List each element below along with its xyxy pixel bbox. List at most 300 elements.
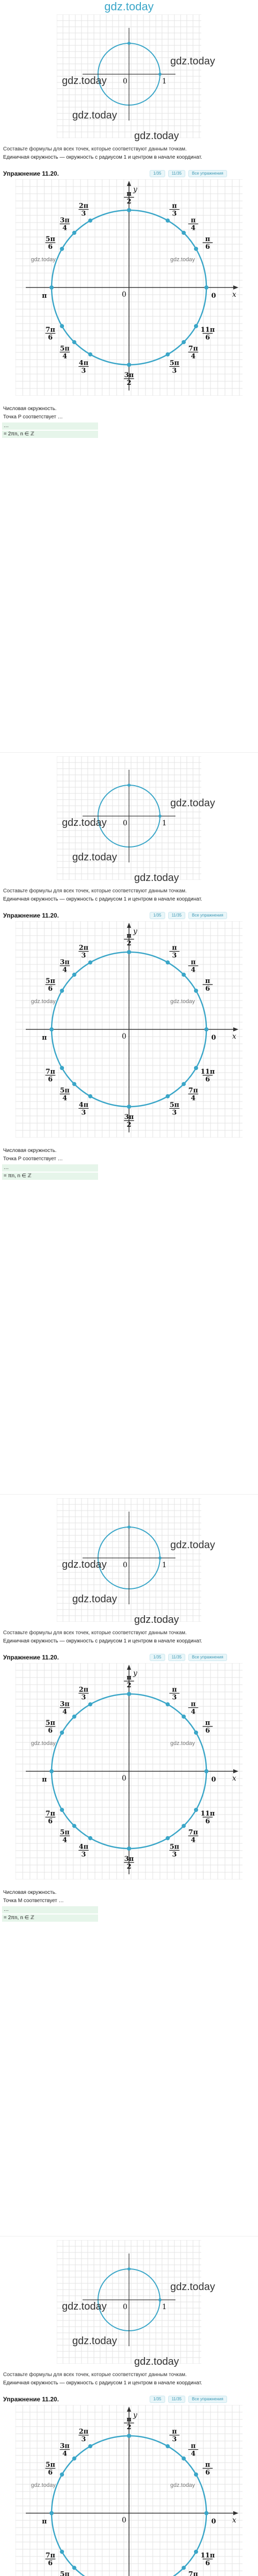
task-text: Составьте формулы для всех точек, которые соответствуют данным точкам. xyxy=(3,2372,187,2378)
angle-label xyxy=(124,1855,134,1871)
watermark: gdz.today xyxy=(62,1559,107,1570)
point-marker xyxy=(127,2267,131,2270)
angle-label-denominator: 3 xyxy=(172,1109,177,1117)
angle-label-numerator: π xyxy=(205,2461,211,2469)
angle-label xyxy=(45,977,56,993)
angle-point xyxy=(50,1769,54,1773)
watermark: gdz.today xyxy=(170,56,215,67)
task-text: Составьте формулы для всех точек, которые соответствуют данным точкам. xyxy=(3,146,187,152)
angle-label-denominator: 6 xyxy=(205,243,210,251)
angle-label xyxy=(78,1101,89,1116)
angle-point xyxy=(127,1105,131,1109)
angle-label xyxy=(201,1068,215,1083)
angle-label xyxy=(203,2461,213,2477)
origin-label: 0 xyxy=(122,291,126,299)
origin-label: 0 xyxy=(122,1032,126,1041)
site-header xyxy=(0,0,258,13)
task-text: Составьте формулы для всех точек, которые соответствуют данным точкам. xyxy=(3,1630,187,1636)
angle-label-denominator: 2 xyxy=(126,198,132,206)
x-axis-label: x xyxy=(232,1032,236,1041)
angle-point xyxy=(72,1715,76,1719)
page-badge[interactable]: 11/35 xyxy=(168,2396,185,2403)
angle-label xyxy=(60,345,70,360)
angle-label-denominator: 3 xyxy=(172,952,177,960)
angle-label xyxy=(45,1719,56,1735)
angle-label xyxy=(45,326,56,342)
labeled-circle-figure xyxy=(15,1663,243,1879)
angle-label-denominator: 3 xyxy=(81,952,86,960)
angle-label-numerator: 5π xyxy=(60,2570,70,2576)
angle-label-numerator: 3π xyxy=(124,1855,134,1863)
labeled-circle-figure xyxy=(15,921,243,1138)
angle-label-denominator: 3 xyxy=(172,367,177,375)
angle-label xyxy=(124,1674,134,1689)
watermark: gdz.today xyxy=(72,2335,117,2347)
angle-label-numerator: π xyxy=(172,2428,177,2436)
y-axis-label: y xyxy=(133,2411,137,2419)
task-text: Составьте формулы для всех точек, которые соответствуют данным точкам. xyxy=(3,888,187,894)
angle-point xyxy=(127,1846,131,1851)
watermark: gdz.today xyxy=(170,2482,195,2488)
angle-label-numerator: 5π xyxy=(45,2461,55,2469)
answer-text: Числовая окружность. xyxy=(3,1890,57,1895)
point-marker xyxy=(127,784,131,787)
angle-point xyxy=(166,2444,170,2448)
watermark: gdz.today xyxy=(134,1614,179,1625)
angle-label-denominator: 2 xyxy=(126,1863,132,1871)
angle-label xyxy=(45,2461,56,2477)
angle-point xyxy=(182,231,186,235)
angle-point xyxy=(60,247,64,251)
angle-label-denominator: 4 xyxy=(190,1836,196,1844)
watermark: gdz.today xyxy=(72,1594,117,1605)
angle-label xyxy=(60,2570,70,2576)
x-axis-arrow-icon xyxy=(233,1769,238,1773)
y-axis-arrow-icon xyxy=(127,1665,131,1670)
angle-point xyxy=(60,1066,64,1070)
angle-label-denominator: 4 xyxy=(62,1708,68,1716)
angle-point xyxy=(88,1836,92,1840)
angle-label-denominator: 6 xyxy=(205,1727,210,1735)
angle-label-numerator: π xyxy=(42,292,47,300)
angle-label-denominator: 3 xyxy=(81,1693,86,1702)
angle-label xyxy=(203,977,213,993)
unit-circle-definition: Единичная окружность — окружность с радиусом 1 и центром в начале координат. xyxy=(3,2380,202,2386)
answer-formula: … xyxy=(2,1906,98,1913)
angle-label-numerator: 0 xyxy=(211,292,216,300)
angle-point xyxy=(194,1066,198,1070)
angle-point xyxy=(60,324,64,328)
one-label: 1 xyxy=(162,819,167,827)
angle-label-numerator: 7π xyxy=(45,2552,55,2560)
watermark: gdz.today xyxy=(134,130,179,142)
watermark: gdz.today xyxy=(170,257,195,263)
watermark: gdz.today xyxy=(134,2356,179,2367)
angle-point xyxy=(194,989,198,993)
angle-label-denominator: 6 xyxy=(205,2560,210,2567)
angle-point xyxy=(182,973,186,977)
angle-label-numerator: 7π xyxy=(188,1828,198,1837)
exercise-section xyxy=(0,14,258,756)
angle-label-denominator: 4 xyxy=(62,1094,68,1103)
angle-point xyxy=(72,973,76,977)
angle-point xyxy=(204,1027,208,1031)
angle-label-denominator: 3 xyxy=(81,1109,86,1117)
angle-label xyxy=(45,235,56,251)
watermark: gdz.today xyxy=(62,2301,107,2312)
pagination-badges xyxy=(150,2396,227,2403)
watermark: gdz.today xyxy=(31,2482,56,2488)
angle-point xyxy=(72,2566,76,2570)
angle-label-denominator: 3 xyxy=(81,367,86,375)
angle-label xyxy=(211,2518,216,2526)
point-marker xyxy=(127,42,131,45)
angle-label-denominator: 6 xyxy=(48,1727,53,1735)
angle-label xyxy=(60,1087,70,1102)
angle-label-numerator: π xyxy=(126,2416,132,2424)
point-marker xyxy=(158,73,162,76)
angle-label-denominator: 3 xyxy=(172,1851,177,1859)
angle-point xyxy=(72,231,76,235)
page-badge[interactable]: 1/35 xyxy=(150,2396,165,2403)
angle-point xyxy=(127,208,131,212)
all-exercises-link[interactable]: Все упражнения xyxy=(188,2396,227,2403)
angle-point xyxy=(204,1769,208,1773)
y-axis-arrow-icon xyxy=(127,181,131,186)
x-axis-label: x xyxy=(232,1774,236,1783)
exercise-section xyxy=(0,2240,258,2576)
angle-label-denominator: 6 xyxy=(205,334,210,342)
angle-label xyxy=(188,2570,199,2576)
angle-label-numerator: 7π xyxy=(45,326,55,334)
angle-label-denominator: 4 xyxy=(62,352,68,361)
page-badge[interactable]: 1/35 xyxy=(150,912,165,919)
labeled-circle-figure xyxy=(15,179,243,396)
angle-label-denominator: 4 xyxy=(190,2450,196,2458)
angle-label-denominator: 2 xyxy=(126,379,132,387)
angle-label-numerator: 3π xyxy=(60,216,70,225)
angle-label-denominator: 4 xyxy=(190,1708,196,1716)
angle-label xyxy=(45,1068,56,1083)
angle-point xyxy=(182,2566,186,2570)
angle-label xyxy=(203,235,213,251)
angle-label xyxy=(201,1810,215,1825)
angle-label-denominator: 4 xyxy=(190,1094,196,1103)
watermark: gdz.today xyxy=(170,798,215,809)
angle-point xyxy=(194,1731,198,1735)
exercise-title: Упражнение 11.20. xyxy=(3,912,59,919)
angle-point xyxy=(204,285,208,290)
angle-point xyxy=(166,352,170,357)
angle-label-denominator: 6 xyxy=(48,2469,53,2477)
angle-point xyxy=(166,218,170,223)
page-badge[interactable]: 1/35 xyxy=(150,170,165,177)
x-axis-arrow-icon xyxy=(233,285,238,290)
angle-point xyxy=(194,2550,198,2554)
watermark: gdz.today xyxy=(170,1539,215,1551)
angle-label xyxy=(188,1828,199,1844)
angle-label xyxy=(169,1101,180,1116)
watermark: gdz.today xyxy=(170,2281,215,2293)
angle-label-numerator: 11π xyxy=(200,326,215,334)
answer-text: Числовая окружность. xyxy=(3,406,57,412)
unit-circle-definition: Единичная окружность — окружность с радиусом 1 и центром в начале координат. xyxy=(3,1638,202,1644)
angle-point xyxy=(166,1836,170,1840)
angle-label xyxy=(45,1810,56,1825)
angle-label-numerator: 7π xyxy=(188,2570,198,2576)
angle-label-denominator: 6 xyxy=(205,985,210,993)
angle-label-denominator: 4 xyxy=(190,352,196,361)
angle-label-denominator: 2 xyxy=(126,1682,132,1689)
angle-label-numerator: 5π xyxy=(60,1087,70,1095)
angle-point xyxy=(204,2511,208,2515)
angle-label xyxy=(60,1828,70,1844)
angle-point xyxy=(88,352,92,357)
angle-label-numerator: 4π xyxy=(78,359,89,367)
angle-label-numerator: 2π xyxy=(78,1686,89,1694)
origin-label: 0 xyxy=(123,2303,127,2311)
origin-label: 0 xyxy=(122,2516,126,2524)
one-label: 1 xyxy=(162,2303,167,2311)
angle-label-numerator: 11π xyxy=(200,1810,215,1818)
angle-label xyxy=(201,2552,215,2567)
angle-label xyxy=(124,2416,134,2431)
y-axis-label: y xyxy=(133,927,137,936)
angle-label-numerator: 7π xyxy=(45,1810,55,1818)
angle-label-denominator: 4 xyxy=(62,966,68,974)
section-divider xyxy=(0,752,258,753)
watermark: gdz.today xyxy=(72,852,117,863)
angle-label xyxy=(42,1776,47,1784)
angle-label-numerator: π xyxy=(205,235,211,243)
answer-text: Точка P соответствует … xyxy=(3,414,63,420)
y-axis-arrow-icon xyxy=(127,923,131,928)
angle-label-denominator: 3 xyxy=(172,210,177,218)
angle-label xyxy=(42,2518,47,2526)
x-axis-arrow-icon xyxy=(233,1027,238,1031)
angle-label-denominator: 6 xyxy=(48,334,53,342)
angle-label-numerator: 5π xyxy=(45,977,55,985)
angle-point xyxy=(194,1808,198,1812)
angle-label xyxy=(78,1843,89,1858)
angle-label-denominator: 4 xyxy=(62,1836,68,1844)
angle-label-numerator: 7π xyxy=(45,1068,55,1076)
angle-label-numerator: 7π xyxy=(188,1087,198,1095)
angle-label-denominator: 4 xyxy=(62,224,68,232)
one-label: 1 xyxy=(162,1561,167,1569)
angle-label-numerator: π xyxy=(42,1034,47,1042)
angle-point xyxy=(127,363,131,367)
angle-label-numerator: 0 xyxy=(211,1776,216,1784)
labeled-circle-figure xyxy=(15,2405,243,2576)
angle-label-numerator: π xyxy=(190,958,196,967)
angle-label-denominator: 3 xyxy=(172,2435,177,2444)
angle-point xyxy=(50,2511,54,2515)
angle-point xyxy=(72,1082,76,1086)
angle-point xyxy=(60,1808,64,1812)
all-exercises-link[interactable]: Все упражнения xyxy=(188,1654,227,1661)
angle-label-numerator: 5π xyxy=(60,1828,70,1837)
all-exercises-link[interactable]: Все упражнения xyxy=(188,170,227,177)
answer-formula: … xyxy=(2,422,98,430)
section-divider xyxy=(0,1494,258,1495)
angle-point xyxy=(88,1702,92,1706)
angle-point xyxy=(60,2550,64,2554)
angle-point xyxy=(88,960,92,964)
angle-label-numerator: 5π xyxy=(45,1719,55,1727)
angle-label-denominator: 6 xyxy=(48,2560,53,2567)
angle-label-numerator: 5π xyxy=(169,1101,180,1109)
x-axis-label: x xyxy=(232,291,236,299)
exercise-title: Упражнение 11.20. xyxy=(3,170,59,177)
angle-label-numerator: 5π xyxy=(60,345,70,353)
angle-label-denominator: 6 xyxy=(205,1818,210,1825)
answer-formula: = 2πn, n ∈ ℤ xyxy=(2,431,98,438)
angle-label-numerator: π xyxy=(126,190,132,198)
angle-point xyxy=(60,1731,64,1735)
y-axis-label: y xyxy=(133,1669,137,1677)
angle-label-numerator: π xyxy=(190,2442,196,2450)
site-title[interactable]: gdz.today xyxy=(104,0,154,13)
angle-label xyxy=(188,1087,199,1102)
angle-label-numerator: π xyxy=(190,1700,196,1708)
angle-label-denominator: 6 xyxy=(48,1818,53,1825)
watermark: gdz.today xyxy=(62,817,107,828)
angle-point xyxy=(182,340,186,344)
watermark: gdz.today xyxy=(170,998,195,1005)
angle-point xyxy=(194,2472,198,2477)
angle-point xyxy=(72,2456,76,2461)
answer-text: Точка M соответствует … xyxy=(3,1898,64,1904)
page-badge[interactable]: 11/35 xyxy=(168,912,185,919)
angle-label-numerator: π xyxy=(190,216,196,225)
angle-label-denominator: 2 xyxy=(126,940,132,947)
angle-label-numerator: π xyxy=(172,1686,177,1694)
angle-label xyxy=(203,1719,213,1735)
point-marker xyxy=(158,2298,162,2301)
x-axis-label: x xyxy=(232,2516,236,2524)
angle-point xyxy=(88,2444,92,2448)
angle-label-numerator: π xyxy=(172,944,177,952)
origin-label: 0 xyxy=(123,819,127,827)
angle-label-numerator: 2π xyxy=(78,2428,89,2436)
angle-label-numerator: 5π xyxy=(45,235,55,243)
angle-label-numerator: 4π xyxy=(78,1101,89,1109)
angle-label-numerator: π xyxy=(126,1674,132,1682)
watermark: gdz.today xyxy=(72,110,117,121)
angle-point xyxy=(182,1715,186,1719)
angle-label-numerator: π xyxy=(205,977,211,985)
angle-label xyxy=(42,1034,47,1042)
watermark: gdz.today xyxy=(170,1740,195,1747)
angle-label-denominator: 3 xyxy=(172,1693,177,1702)
angle-label xyxy=(169,359,180,375)
answer-formula: … xyxy=(2,1164,98,1172)
angle-label-denominator: 6 xyxy=(48,985,53,993)
angle-label-numerator: 11π xyxy=(200,1068,215,1076)
angle-label-numerator: 7π xyxy=(188,345,198,353)
watermark: gdz.today xyxy=(31,1740,56,1747)
all-exercises-link[interactable]: Все упражнения xyxy=(188,912,227,919)
angle-point xyxy=(50,285,54,290)
x-axis-arrow-icon xyxy=(233,2511,238,2515)
angle-point xyxy=(127,2434,131,2438)
angle-label xyxy=(78,359,89,375)
answer-text: Точка P соответствует … xyxy=(3,1156,63,1162)
angle-label-numerator: 2π xyxy=(78,944,89,952)
angle-label xyxy=(45,2552,56,2567)
answer-formula: = 2πn, n ∈ ℤ xyxy=(2,1914,98,1922)
angle-label-numerator: 11π xyxy=(200,2552,215,2560)
angle-label xyxy=(42,292,47,300)
point-marker xyxy=(127,1526,131,1529)
angle-point xyxy=(60,2472,64,2477)
angle-label-denominator: 3 xyxy=(81,210,86,218)
angle-point xyxy=(127,950,131,954)
angle-point xyxy=(194,324,198,328)
pagination-badges xyxy=(150,170,227,177)
angle-label-numerator: 3π xyxy=(124,1113,134,1121)
page-badge[interactable]: 11/35 xyxy=(168,1654,185,1661)
angle-label-numerator: π xyxy=(205,1719,211,1727)
angle-point xyxy=(127,1692,131,1696)
origin-label: 0 xyxy=(122,1774,126,1783)
origin-label: 0 xyxy=(123,77,127,86)
angle-label-denominator: 6 xyxy=(205,2469,210,2477)
angle-label-numerator: π xyxy=(126,932,132,940)
answer-text: Числовая окружность. xyxy=(3,1148,57,1154)
angle-label xyxy=(211,292,216,300)
watermark: gdz.today xyxy=(134,872,179,884)
angle-label-numerator: π xyxy=(172,202,177,210)
angle-label xyxy=(124,371,134,387)
angle-label-numerator: 4π xyxy=(78,1843,89,1851)
watermark: gdz.today xyxy=(62,75,107,87)
angle-label xyxy=(169,1843,180,1858)
answer-formula: = πn, n ∈ ℤ xyxy=(2,1173,98,1180)
angle-label-denominator: 4 xyxy=(190,966,196,974)
exercise-section xyxy=(0,1498,258,2240)
angle-label-numerator: 2π xyxy=(78,202,89,210)
y-axis-arrow-icon xyxy=(127,2406,131,2412)
unit-circle-definition: Единичная окружность — окружность с радиусом 1 и центром в начале координат. xyxy=(3,896,202,902)
angle-label-numerator: 0 xyxy=(211,2518,216,2526)
y-axis-label: y xyxy=(133,185,137,194)
angle-point xyxy=(194,247,198,251)
page-badge[interactable]: 1/35 xyxy=(150,1654,165,1661)
angle-label-numerator: 3π xyxy=(60,1700,70,1708)
angle-label-denominator: 3 xyxy=(81,1851,86,1859)
angle-label-numerator: 0 xyxy=(211,1034,216,1042)
exercise-title: Упражнение 11.20. xyxy=(3,1654,59,1661)
angle-label-numerator: π xyxy=(42,1776,47,1784)
angle-label-denominator: 4 xyxy=(190,224,196,232)
angle-point xyxy=(166,960,170,964)
angle-label-numerator: 3π xyxy=(60,2442,70,2450)
angle-label-numerator: 3π xyxy=(124,371,134,379)
unit-circle-definition: Единичная окружность — окружность с радиусом 1 и центром в начале координат. xyxy=(3,155,202,160)
angle-label-denominator: 4 xyxy=(62,2450,68,2458)
angle-label-denominator: 6 xyxy=(48,1076,53,1083)
angle-label xyxy=(188,345,199,360)
angle-label-numerator: π xyxy=(42,2518,47,2526)
watermark: gdz.today xyxy=(31,257,56,263)
exercise-section xyxy=(0,756,258,1498)
point-marker xyxy=(158,1556,162,1560)
one-label: 1 xyxy=(162,77,167,86)
angle-label-numerator: 5π xyxy=(169,1843,180,1851)
page-badge[interactable]: 11/35 xyxy=(168,170,185,177)
